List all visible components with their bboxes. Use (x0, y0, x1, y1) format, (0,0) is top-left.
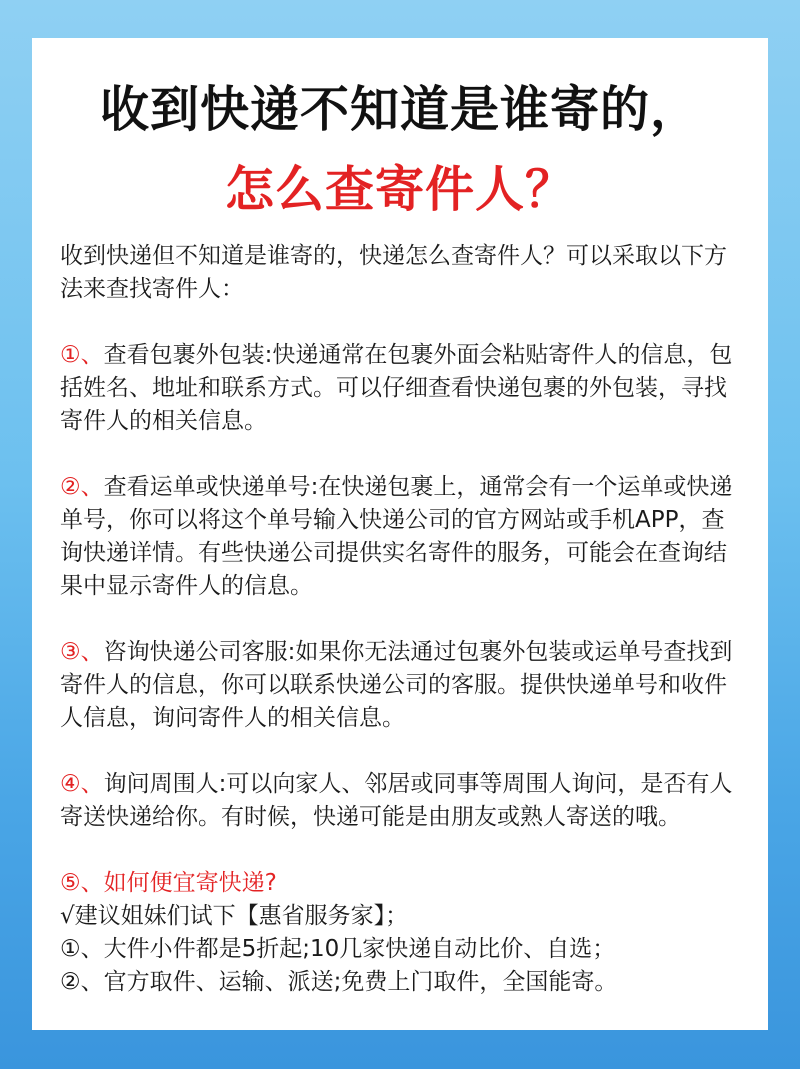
cheap-shipping-heading: ⑤、如何便宜寄快递? (60, 870, 277, 896)
cheap-shipping-section (60, 867, 740, 999)
page-title-line-1: 收到快递不知道是谁寄的， (99, 81, 700, 138)
article-body (60, 240, 740, 999)
method-1-paragraph (60, 339, 740, 438)
recommendation-line: √建议姐妹们试下【惠省服务家】； (60, 903, 409, 929)
method-4-text: 询问周围人:可以向家人、邻居或同事等周围人询问，是否有人寄送快递给你。有时候，快递可能是由朋友或熟人寄送的哦。 (60, 771, 733, 830)
content-card (32, 38, 768, 1030)
method-2-paragraph (60, 471, 740, 603)
intro-paragraph: 收到快递但不知道是谁寄的，快递怎么查寄件人？可以采取以下方法来查找寄件人： (60, 243, 727, 302)
method-1-marker: ①、 (60, 342, 104, 368)
method-4-marker: ④、 (60, 771, 104, 797)
page-title-line-2: 怎么查寄件人？ (224, 161, 575, 218)
method-3-marker: ③、 (60, 639, 104, 665)
feature-line-1: ①、大件小件都是5折起;10几家快递自动比价、自选； (60, 936, 616, 962)
method-4-paragraph (60, 768, 740, 834)
method-3-paragraph (60, 636, 740, 735)
method-2-marker: ②、 (60, 474, 104, 500)
method-1-text: 查看包裹外包装:快递通常在包裹外面会粘贴寄件人的信息，包括姓名、地址和联系方式。可以仔细查看快递包裹的外包装，寻找寄件人的相关信息。 (60, 342, 733, 434)
feature-line-2: ②、官方取件、运输、派送;免费上门取件，全国能寄。 (60, 969, 618, 995)
method-3-text: 咨询快递公司客服:如果你无法通过包裹外包装或运单号查找到寄件人的信息，你可以联系快递公司的客服。提供快递单号和收件人信息，询问寄件人的相关信息。 (60, 639, 733, 731)
method-2-text: 查看运单或快递单号:在快递包裹上，通常会有一个运单或快递单号，你可以将这个单号输入快递公司的官方网站或手机APP，查询快递详情。有些快递公司提供实名寄件的服务，可能会在查询结果中显示寄件人的信息。 (60, 474, 733, 599)
